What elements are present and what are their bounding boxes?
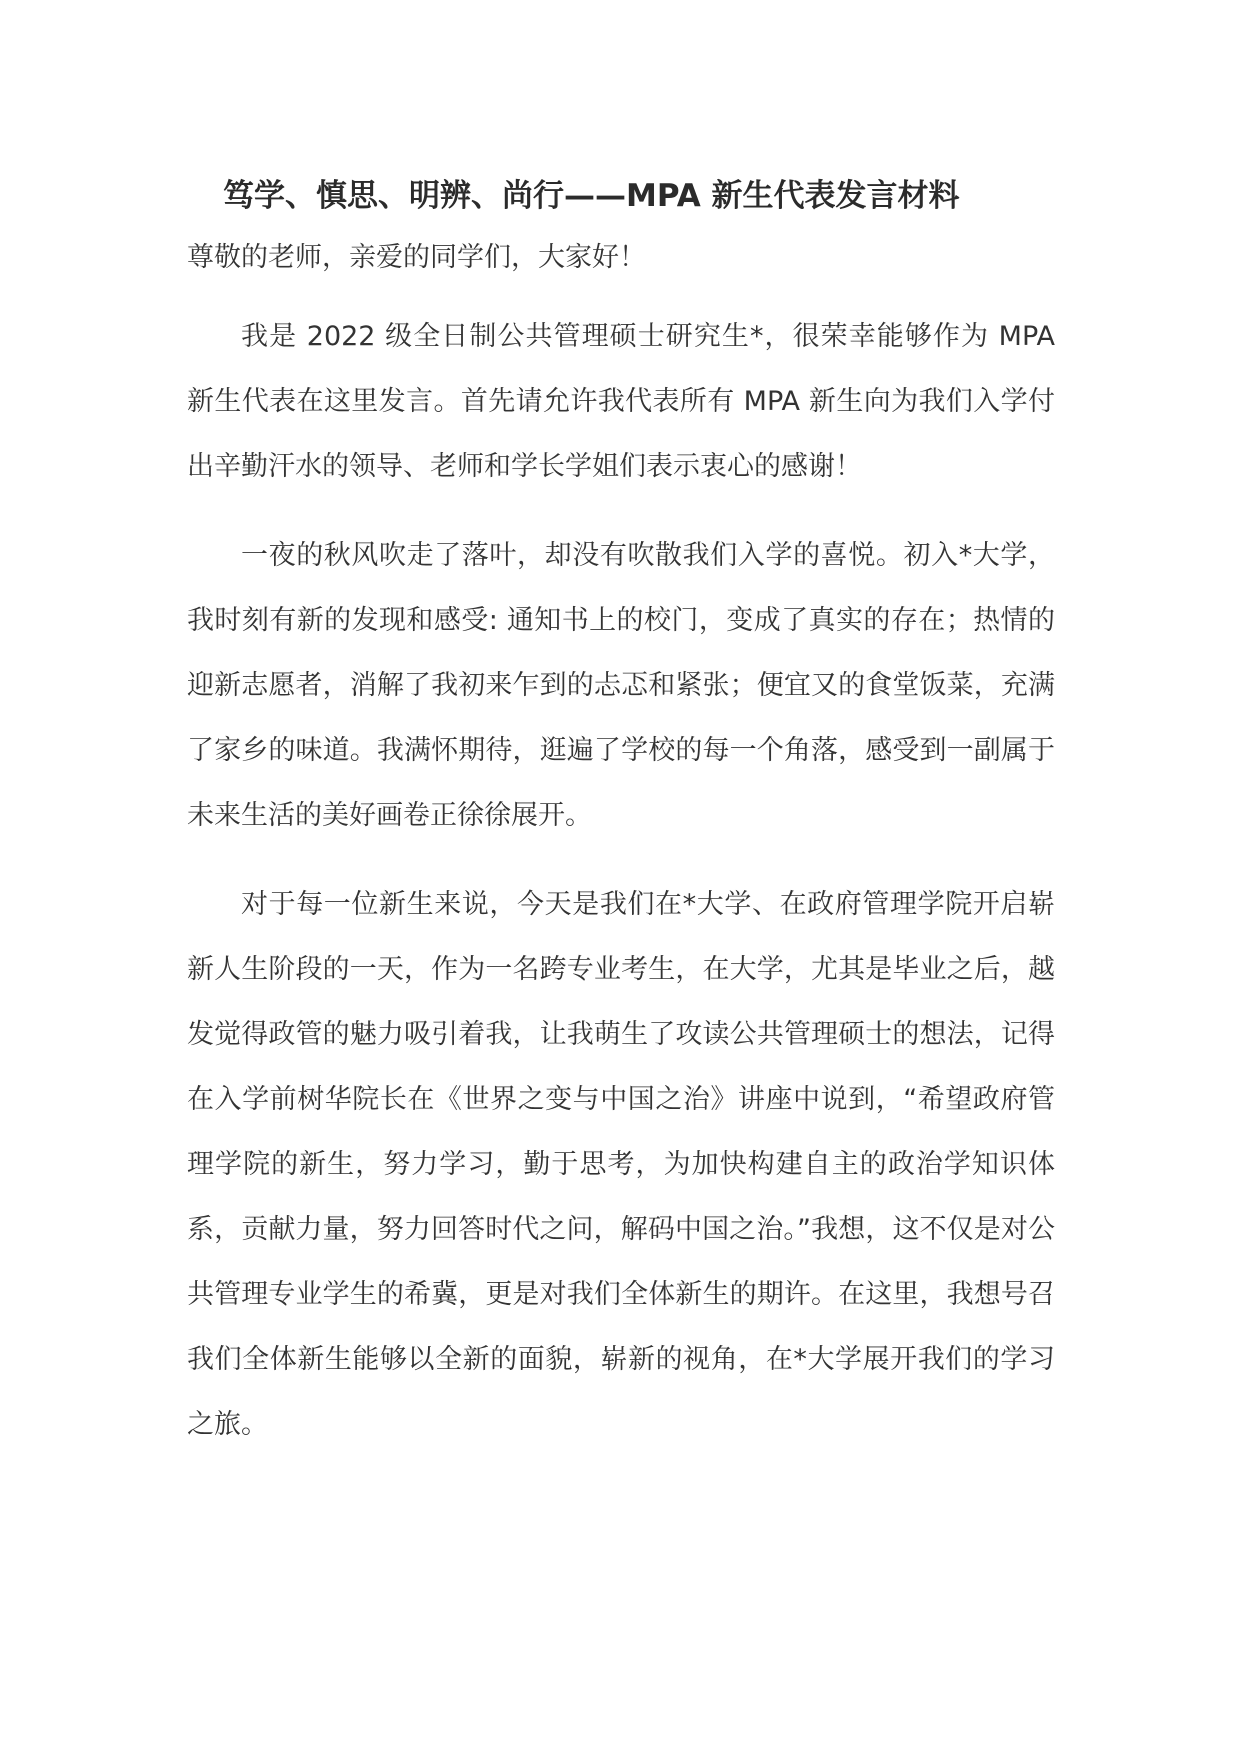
paragraph-first-impressions: 一夜的秋风吹走了落叶，却没有吹散我们入学的喜悦。初入*大学，我时刻有新的发现和感受: 通知书上的校门，变成了真实的存在；热情的迎新志愿者，消解了我初来乍到的忐忑和紧张；便宜又的食堂饭菜，充满了家乡的味道。我满怀期待，逛遍了学校的每一个角落，感受到一副属于未来生活的美好画卷正徐徐展开。 bbox=[187, 540, 1055, 831]
paragraph-new-stage: 对于每一位新生来说，今天是我们在*大学、在政府管理学院开启崭新人生阶段的一天，作为一名跨专业考生，在大学，尤其是毕业之后，越发觉得政管的魅力吸引着我，让我萌生了攻读公共管理硕士的想法，记得在入学前树华院长在《世界之变与中国之治》讲座中说到，“希望政府管理学院的新生，努力学习，勤于思考，为加快构建自主的政治学知识体系，贡献力量，努力回答时代之问，解码中国之治。”我想，这不仅是对公共管理专业学生的希冀，更是对我们全体新生的期许。在这里，我想号召我们全体新生能够以全新的面貌，崭新的视角，在*大学展开我们的学习之旅。 bbox=[187, 889, 1055, 1440]
paragraph-introduction: 我是 2022 级全日制公共管理硕士研究生*，很荣幸能够作为 MPA 新生代表在这里发言。首先请允许我代表所有 MPA 新生向为我们入学付出辛勤汗水的领导、老师和学长学姐们表示衷心的感谢！ bbox=[187, 321, 1055, 482]
document-title: 笃学、慎思、明辨、尚行——MPA 新生代表发言材料 bbox=[223, 178, 960, 214]
salutation: 尊敬的老师，亲爱的同学们，大家好！ bbox=[187, 242, 646, 273]
document-body bbox=[187, 170, 1055, 1457]
